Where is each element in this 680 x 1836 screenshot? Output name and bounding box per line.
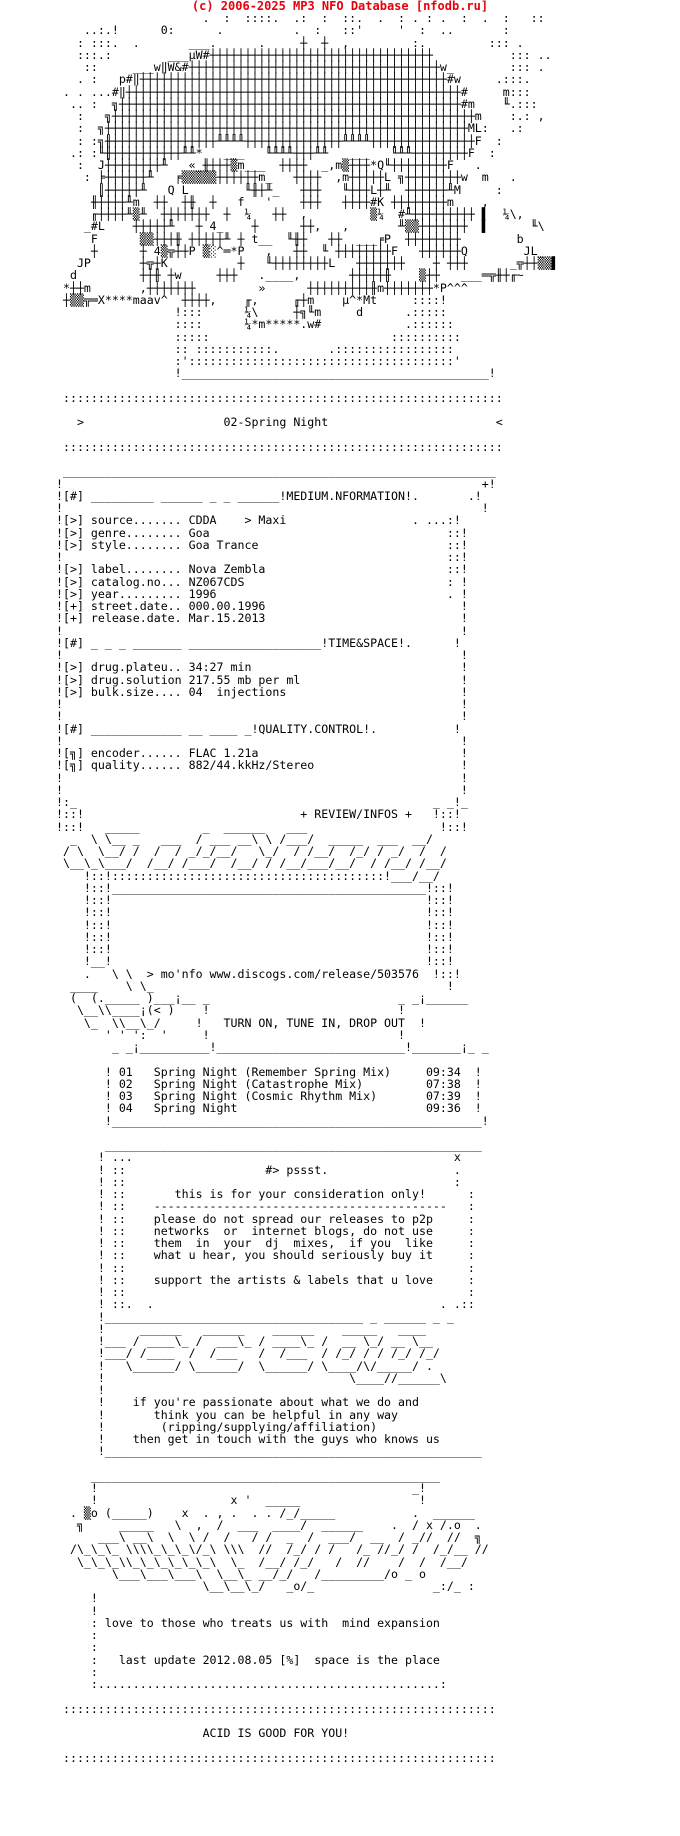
nfo-line: ! [56,1603,98,1618]
nfo-line: __________________________________________________ [56,1468,440,1483]
nfo-line: !::! _____ _ ______ ___ !::! [56,819,468,834]
nfo-line: ::::: :::::::::: [56,329,461,344]
nfo-line: .. : ╗┼┼┼┼┼┼┼┼┼┼┼┼┼┼┼┼┼┼┼┼┼┼┼┼┼┼┼┼┼┼┼┼┼┼┼┼┼┼┼┼┼┼┼┼┼┼┼┼┼#m ╙.::: [56,96,538,111]
nfo-line: :::: ¼*m*****.w# .:::::: [56,317,454,332]
nfo-line: !___ / ____\_ / ___\_ / ____\_ / __ \_/ __ \__ [56,1334,433,1348]
nfo-line: ╓┼┼┼┼╨▒╨ ┼┼┼┼┼┼┼ ┼ ¼ ┼┼ , ▒¼ #╨┼┼┼┼┼┼┼┼┼ ▌ ¼\, [56,207,524,221]
nfo-line: ! :: ------------------------------------------ : [56,1199,475,1214]
site-credit-header: (c) 2006-2025 MP3 NFO Database [nfodb.ru] [191,0,489,13]
nfo-line: !::! !::! [56,917,454,932]
nfo-line: ![+] street.date.. 000.00.1996 ! [56,599,468,613]
nfo-line: \__\_\___/ /__/ /___/ /__/ / /__/___/__/ / /__/ /__/ [56,856,447,871]
nfo-line: . \ \ > mo'nfo www.discogs.com/release/503576 !::! [56,966,461,981]
nfo-line: : [56,1628,98,1642]
nfo-line: ! ! [56,648,468,662]
nfo-line: ! ! [56,697,468,711]
nfo-line: ! \______/ \______/ \______/ \____/\/_____/ . [56,1358,433,1373]
nfo-line: ! 01 Spring Night (Remember Spring Mix) 09:34 ! [56,1064,482,1079]
nfo-line: ![#] _____________ __ ____ _!QUALITY.CONTROL!. ! [56,721,461,736]
nfo-line: ![#] _________ ______ _ _ ______!MEDIUM.NFORMATION!. .! [56,488,482,503]
nfo-line: ![+] release.date. Mar.15.2013 ! [56,611,468,626]
nfo-line: > 02-Spring Night < [56,415,503,430]
nfo-line: ! ::. . . .:: [56,1297,475,1312]
nfo-line: !__! !::! [56,954,454,969]
nfo-line: ! \____//______\ [56,1370,447,1385]
nfo-line: ! :: #> pssst. . [56,1162,461,1177]
nfo-line: _ \ \__ _ ___ / ___ __\ \ /___/ _____ ___ __/ [56,831,433,846]
nfo-line: ![>] drug.plateu.. 34:27 min ! [56,660,468,675]
nfo-line: ║┼┼┼┼┼╨ Q L ╙╫┼╨_ ┼┼┼ ╙┼┼┼L┼╨ ┼┼┼┼┼┼╨M : [56,182,503,197]
nfo-line: : [56,1664,98,1679]
nfo-line: . : ::::. .: : ::. . : . : . : . : :: [56,12,545,25]
nfo-line: .: :╙╫┼┼┼┼┼┼┼┼┼┼╨╨* ___ ╙╨╨╨┼┼┼╨╨ ___ ╙╨╨┼┼┼┼┼┼┼┼F : [56,145,496,160]
nfo-line: ![>] style........ Goa Trance ::! [56,537,468,552]
nfo-line: . . ...#‖┼┼┼┼┼┼┼┼┼┼┼┼┼┼┼┼┼┼┼┼┼┼┼┼┼┼┼┼┼┼┼┼┼┼┼┼┼┼┼┼┼┼┼┼┼┼┼┼# m::: [56,84,531,99]
nfo-line: ![>] genre........ Goa ::! [56,525,468,540]
nfo-line: ( (._____ )___¡__ _ _ _¡______ [56,991,468,1005]
nfo-line: \___\___\___\ \__\_ __/_/ /_________/o _ o [56,1566,426,1581]
nfo-line: !:_ _ _!_ [56,795,468,809]
nfo-line: ! :: please do not spread our releases to p2p : [56,1211,475,1226]
nfo-line: : last update 2012.08.05 [%] space is the place [56,1652,440,1667]
nfo-line: ! ! [56,623,468,638]
nfo-line: :::.: ___µW#┼┼┼┼┼┼┼┼┼┼┼┼┼┼┼┼┼┼┼┼┼┼┼┼┼┼┼┼┼┼┼┼ ::: .. [56,47,552,62]
nfo-line: ┼▒▒╦═X****maav^ ┼┼┼┼, ╓, ╓┼m µ^*Mt ::::! [56,292,447,307]
nfo-line: ! +! [56,476,496,491]
nfo-line: ! :: : [56,1174,461,1189]
nfo-line: ! ! [56,501,489,515]
nfo-line: ! :: this is for your consideration only! : [56,1187,475,1201]
nfo-line: : ╞┼┼┼┼┼┼╨ ╒▒▒▒▒▒┼┼┼┼┼┼m_ ┼┼┼┼ ,m┼┼┼┼┼L ╗┼┼┼┼┼┼┼┼w m . [56,170,517,185]
nfo-line: ![>] source....... CDDA > Maxi . ...:! [56,513,461,528]
nfo-line: !_____________________________________ _ ______ _ _ [56,1309,454,1324]
nfo-line: : [56,1640,98,1655]
nfo-line: ____ \ \_ ! [56,978,454,993]
nfo-line: : :::. . ___. . ┼ ┼ , :. ::: . [56,35,524,50]
nfo-line: ![#] _ _ _ _______ ___________________!TIME&SPACE!. ! [56,635,461,650]
nfo-line: !::!:::::::::::::::::::::::::::::::::::::::!___/__/ [56,868,440,883]
nfo-line: !::! !::! [56,942,454,956]
nfo-line: ! :: networks or internet blogs, do not use : [56,1223,475,1238]
nfo-line: ! _! [56,1481,426,1495]
nfo-line: F ▒▒┼┼┼╫ ┼┼┼┼┼╨ ┼ t__ ╙╫┼ ┼┼ ___╒P ┼┼┼┼┼┼┼┼ b [56,231,524,246]
nfo-line: !____________________________________________! [56,366,496,381]
nfo-line: ::::::::::::::::::::::::::::::::::::::::::::::::::::::::::::::: [56,439,503,454]
nfo-line: ![>] label........ Nova Zembla ::! [56,562,468,577]
nfo-line: ! x ' _____ ! [56,1493,426,1508]
nfo-line: :: ___w‖W&#┼┼┼┼┼┼┼┼┼┼┼┼┼┼┼┼┼┼┼┼┼┼┼┼┼┼┼┼┼┼┼┼┼┼┼┼w_ ::: . [56,60,545,74]
nfo-line: ! think you can be helpful in any way [56,1407,399,1422]
nfo-line: ! ... x [56,1150,461,1165]
nfo-line: ::::::::::::::::::::::::::::::::::::::::::::::::::::::::::::::: [56,390,503,405]
nfo-line: ╗ _____ \ , / ___ ____/ ______ . / x /.o . [56,1517,482,1532]
nfo-line: !::! + REVIEW/INFOS + !::! [56,807,461,822]
nfo-line: \_ \\__\_/ ! TURN ON, TUNE IN, DROP OUT ! [56,1015,426,1030]
nfo-line: ! [56,1383,105,1397]
nfo-line: ! ! [56,770,468,785]
nfo-line: ______________________________________________________________ [56,464,496,479]
nfo-line: :.................................................: [56,1677,447,1691]
nfo-line: ! if you're passionate about what we do and [56,1395,419,1410]
nfo-line: ' ' ': ' ! ! [56,1027,406,1042]
nfo-line: ! :: them in your dj mixes, if you like : [56,1236,475,1250]
nfo-line: \__\\____¡(< ) ! ! [56,1003,406,1018]
nfo-line: : J┼┼┼┼┼┼┼┼╨ «_╫┼┼┼▒m___ ┼┼┼┼ _,m▒┼┼┼*Q╙┼┼┼┼┼┼┼┼F . [56,158,482,172]
nfo-line: !::! !::! [56,929,454,944]
nfo-line: ! (ripping/supplying/affiliation) [56,1419,378,1434]
nfo-line: ! ! [56,782,468,797]
nfo-line: !___/ /____ / /___ / /___ / /_/ / / /_/ /_/ [56,1346,440,1361]
nfo-line: JP ┼╦┼K ┼ ╙┼┼┼┼┼┼┼┼L ┼┼┼┼┼┼┼ ┼ ┼┼┼ _╦┼┼▒▒▌ [56,256,559,270]
nfo-line: ! then get in touch with the guys who knows us [56,1432,440,1446]
nfo-line: *┼┼m ,┼┼┼┼┼┼┼ » ┼┼┼┼┼┼┼┼┼╫m┼┼┼┼┼┼┼*P^^^ [56,280,468,295]
nfo-line: : ╗┼┼┼┼┼┼┼┼┼┼┼┼┼┼┼┼┼┼┼┼┼┼┼┼┼┼┼┼┼┼┼┼┼┼┼┼┼┼┼┼┼┼┼┼┼┼┼┼┼┼┼┼ML: .: [56,121,524,136]
nfo-line: _#L ┼┼┼┼┼╨ ┼ 4_ ┼ ┼┼, , ╨▒▒┼┼┼┼┼┼┼ ▌ ╙\ [56,219,545,234]
nfo-line: : ╗┼┼┼┼┼┼┼┼┼┼┼┼┼┼┼┼┼┼┼┼┼┼┼┼┼┼┼┼┼┼┼┼┼┼┼┼┼┼┼┼┼┼┼┼┼┼┼┼┼┼┼┼m :.: , [56,109,545,123]
nfo-line: /\_\_\_ \\\\_\_\_\/_\ \\\ // /_/ / / /_ //_/ / /_/__ // [56,1542,489,1557]
nfo-line: d ┼┼╫ ┼w ┼┼┼ .____, ┼┼┼┼┼╫ ▒┼┼ ___═╦╫┼╓~ [56,268,524,283]
nfo-line: !::! !::! [56,905,454,920]
nfo-line: !______________________________________________________ [56,1444,482,1459]
nfo-line: : love to those who treats us with mind expansion [56,1615,440,1630]
nfo-line: ! ::! [56,550,468,564]
nfo-line: ! :: : [56,1285,475,1299]
nfo-line: ╫┼┼┼┼╨m ┼┼ ┼╫ ┼ f ' ┼┼┼ ┼┼┼┼#K ┼┼┼┼┼┼┼┼m , [56,194,489,209]
nfo-art-panel [0,12,680,1834]
nfo-line: ___\ __\ \ \ / / / / _ / ___/ __ / _// // ╗ [56,1530,482,1544]
nfo-line: ┼ ┼ 4▒╦┼┼P ▒░^═*P , ┼┼ ╙ ┼┼┼┼┼┼┼┼F ┼┼┼┼┼┼Q JL_ [56,243,545,258]
nfo-line: ! ! [56,709,468,724]
nfo-line: :::::::::::::::::::::::::::::::::::::::::::::::::::::::::::::: [56,1750,496,1765]
nfo-line: ! [56,1591,98,1606]
nfo-line: ! :: what u hear, you should seriously buy it : [56,1248,475,1263]
nfo-line: . : p#‖┼┼┼┼┼┼┼┼┼┼┼┼┼┼┼┼┼┼┼┼┼┼┼┼┼┼┼┼┼┼┼┼┼┼┼┼┼┼┼┼┼┼┼┼#w .:::. [56,72,531,87]
nfo-line: :: :::::::::::. .::::::::::::::::: [56,341,454,356]
nfo-line: !::: ¼\ ┼╗╙m d .::::: [56,305,447,319]
nfo-text-block [0,12,680,1764]
nfo-line: ______________________________________________________ [56,1138,482,1152]
nfo-line: ![>] catalog.no... NZ067CDS : ! [56,574,468,589]
nfo-line: \_\_\_\\_\_\_\_\_\_\ \_ /__/ /_/ / // / / /__/ [56,1554,468,1569]
nfo-line: ![>] bulk.size.... 04 injections ! [56,684,468,699]
nfo-line: ..:.! 0: . . : ::' ' : .. : [56,23,510,38]
nfo-line: _ _¡__________!___________________________!_______¡_ _ [56,1040,489,1054]
nfo-line: ! :: support the artists & labels that u love : [56,1272,475,1287]
nfo-line: : :╗╫┼┼┼┼┼┼┼┼┼┼┼┼┼┼┼╨╨╨╨┼┼┼┼┼┼┼┼┼┼┼┼┼┼╨╨╨╨┼┼┼┼┼┼┼┼┼┼┼┼┼┼┼F : [56,133,503,148]
nfo-line: ![>] drug.solution 217.55 mb per ml ! [56,672,468,687]
nfo-line: :'::::::::::::::::::::::::::::::::::::::' [56,354,461,368]
nfo-line: . ▒o (_____) x . , . . . /_/_____ . ______ [56,1505,475,1520]
nfo-line: ![╗] encoder...... FLAC 1.21a ! [56,746,468,760]
nfo-line: ACID IS GOOD FOR YOU! [56,1726,350,1740]
nfo-line: !_____________________________________________________! [56,1113,489,1128]
nfo-line: ! 02 Spring Night (Catastrophe Mix) 07:38 ! [56,1076,482,1091]
nfo-line: / \ \__/ / / / _/_/__/ \_/ / /__/ /_/ / _/ / / [56,844,447,858]
nfo-line: \__\__\_/ _o/_ _:/_ : [56,1579,475,1593]
nfo-line: :::::::::::::::::::::::::::::::::::::::::::::::::::::::::::::: [56,1701,496,1716]
nfo-line: ! ______ ______ ______ _____ ____ [56,1321,426,1336]
nfo-line: ![>] year......... 1996 . ! [56,586,468,601]
nfo-line: ! 04 Spring Night 09:36 ! [56,1101,482,1116]
nfo-line: ! ! [56,733,468,748]
nfo-line: !::! !::! [56,893,454,907]
nfo-line: ! 03 Spring Night (Cosmic Rhythm Mix) 07:39 ! [56,1089,482,1103]
nfo-line: !::!_____________________________________________!::! [56,880,454,895]
nfo-line: ! :: : [56,1260,475,1275]
nfo-line: ![╗] quality...... 882/44.kkHz/Stereo ! [56,758,468,773]
